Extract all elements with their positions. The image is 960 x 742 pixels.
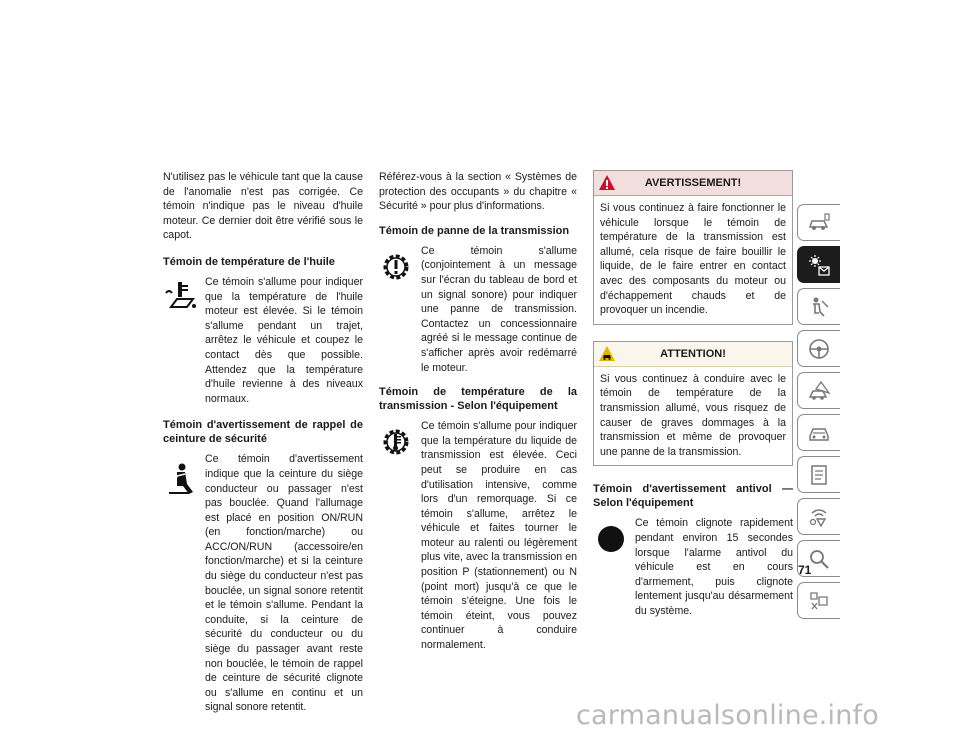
seatbelt-block <box>163 452 363 715</box>
oil-pressure-note: N'utilisez pas le véhicule tant que la cause de l'anomalie n'est pas corrigée. Ce témoin n'indique pas le niveau d'huile moteur. Ce dernier doit être vérifié sous le capot. <box>163 171 363 242</box>
car-service-icon <box>807 421 831 445</box>
warning-box-text: Si vous continuez à faire fonctionner le véhicule lorsque le témoin de température de la transmission est allumé, cela risque de faire bouillir le liquide, de le faire entrer en contact avec des composants du moteur ou d'échappement chauds et de provoquer un incendie. <box>600 202 786 317</box>
occupant-protection-ref: Référez-vous à la section « Systèmes de protection des occupants » du chapitre « Sécurité » pour plus d'informations. <box>379 171 577 213</box>
tab-specifications[interactable] <box>797 456 840 493</box>
warning-box <box>593 170 793 325</box>
caution-box-text: Si vous continuez à conduire avec le témoin de température de la transmission allumé, vous risquez de causer de graves dommages à la transmission et même de provoquer une panne de la transmission. <box>600 372 786 458</box>
warning-box-header <box>594 171 792 196</box>
tab-getting-to-know-vehicle[interactable] <box>797 204 840 241</box>
page-number: 71 <box>798 563 812 577</box>
caution-box-title: ATTENTION! <box>660 347 726 360</box>
warning-triangle-icon <box>598 174 616 192</box>
oil-temp-block <box>163 275 363 406</box>
transmission-fault-icon <box>379 250 413 284</box>
dashboard-warning-icon <box>807 253 831 277</box>
antitheft-text: Ce témoin clignote rapidement pendant environ 15 secondes lorsque l'alarme antivol du véhicule est en cours d'armement, puis clignote lentement jusqu'au désarmement du système. <box>635 517 793 617</box>
tab-instrument-panel[interactable] <box>797 246 840 283</box>
caution-box-header <box>594 342 792 367</box>
warning-box-title: AVERTISSEMENT! <box>644 177 742 189</box>
transmission-temp-block <box>379 419 577 653</box>
oil-temp-heading: Témoin de température de l'huile <box>163 255 335 268</box>
transmission-fault-block <box>379 244 577 375</box>
transmission-fault-text: Ce témoin s'allume (conjointement à un message sur l'écran du tableau de bord et un signal sonore) pour indiquer une panne de transmission. Contactez un concessionnaire agréé si le message continue de s'afficher après avoir redémarré le moteur. <box>421 244 577 374</box>
tab-multimedia[interactable] <box>797 498 840 535</box>
chapter-tabs <box>797 204 841 624</box>
tab-servicing[interactable] <box>797 414 840 451</box>
caution-car-icon <box>598 345 616 363</box>
transmission-temp-text: Ce témoin s'allume pour indiquer que la température du liquide de transmission est élevée. Ceci peut se produire en cas d'utilisation intensive, comme lors d'un remorquage. Si ce témoin s'allume, arrêtez le véhicule et faites tourner le moteur au ralenti ou légèrement plus vite, avec la transmission en position P (stationnement) ou N (point mort) jusqu'à ce que le témoin s'éteigne. Une fois le témoin éteint, vous pouvez continuer à conduire normalement. <box>421 420 577 652</box>
tab-languages[interactable] <box>797 582 840 619</box>
tab-safety[interactable] <box>797 288 840 325</box>
car-hazard-icon <box>807 379 831 403</box>
antitheft-light-icon <box>598 526 624 552</box>
transmission-temperature-icon <box>379 425 413 459</box>
multimedia-icon <box>807 505 831 529</box>
column-right <box>593 170 793 626</box>
watermark: carmanualsonline.info <box>576 700 879 731</box>
antitheft-heading: Témoin d'avertissement antivol — Selon l'équipement <box>593 483 793 510</box>
oil-temperature-icon <box>163 279 197 313</box>
language-icon <box>807 589 831 613</box>
antitheft-block <box>593 516 793 618</box>
column-middle <box>379 170 577 661</box>
oil-temp-text: Ce témoin s'allume pour indiquer que la température de l'huile moteur est élevée. Si le témoin s'allume pendant un trajet, arrêtez le véhicule et coupez le contact dès que possible. Attendez que la température d'huile revienne à des niveaux normaux. <box>205 275 363 405</box>
caution-box <box>593 341 793 467</box>
tab-starting-operating[interactable] <box>797 330 840 367</box>
seatbelt-text: Ce témoin d'avertissement indique que la ceinture du siège conducteur ou passager n'est pas bouclée. Quand l'allumage est placé en position ON/RUN (en fonction/marche) ou ACC/ON/RUN (accessoire/en fonction/marche) et si la ceinture du siège du conducteur n'est pas bouclée, un signal sonore retentit et le témoin s'allume. Pendant la conduite, si la ceinture de sécurité du conducteur ou du siège du passager avant reste non bouclée, le témoin de rappel de ceinture de sécurité clignote ou s'allume en continu et un signal sonore retentit. <box>205 453 363 714</box>
maintenance-list-icon <box>807 463 831 487</box>
transmission-temp-heading: Témoin de température de la transmission - Selon l'équipement <box>379 386 577 413</box>
steering-wheel-icon <box>807 337 831 361</box>
tab-emergency[interactable] <box>797 372 840 409</box>
seatbelt-icon <box>163 462 197 496</box>
transmission-fault-heading: Témoin de panne de la transmission <box>379 224 570 237</box>
car-info-icon <box>807 211 831 235</box>
seatbelt-heading: Témoin d'avertissement de rappel de ceinture de sécurité <box>163 419 363 446</box>
column-left <box>163 170 363 723</box>
safety-icon <box>807 295 831 319</box>
